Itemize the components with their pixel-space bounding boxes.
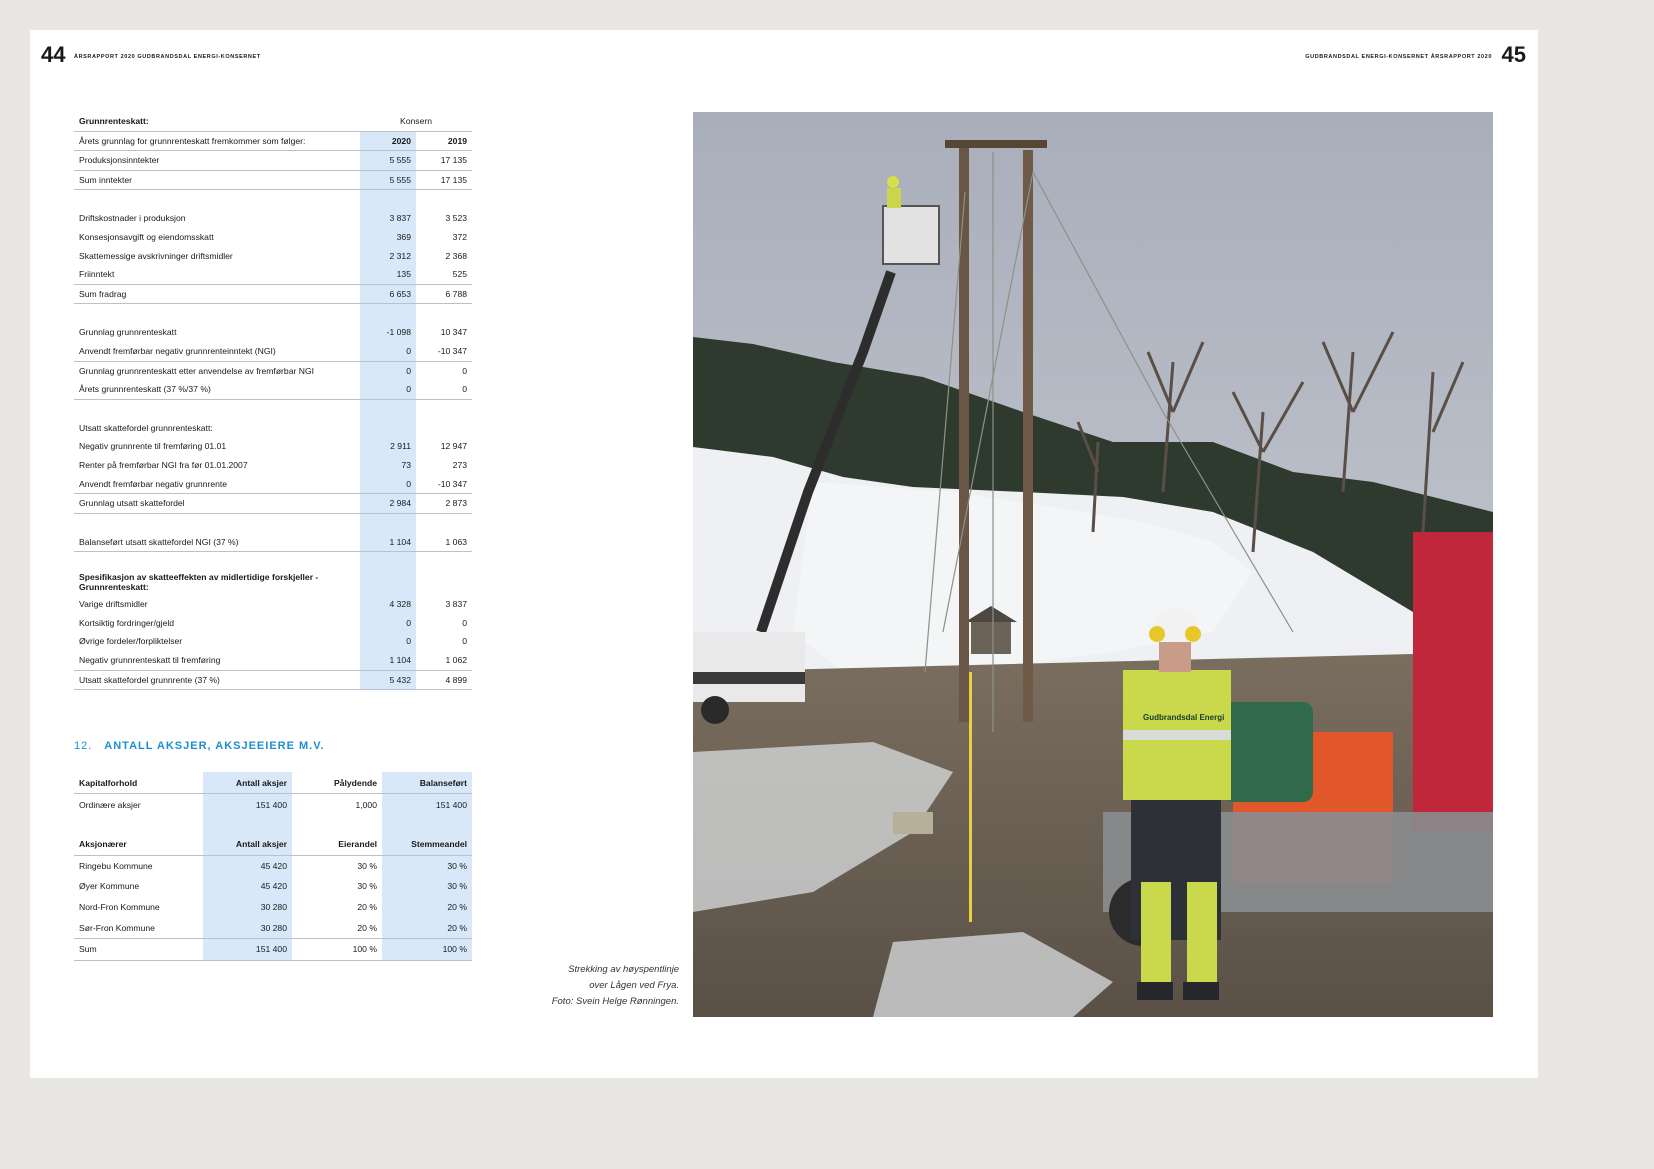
- table-cell: 20 %: [357, 902, 377, 913]
- section-title-text: ANTALL AKSJER, AKSJEEIERE M.V.: [104, 740, 325, 752]
- value-2020: [360, 552, 416, 596]
- value-2019: 2 368: [445, 250, 468, 261]
- truck-left: [693, 632, 805, 702]
- value-2020: 5 555: [360, 170, 416, 190]
- shareholders-table: [74, 834, 472, 961]
- value-2020: [360, 419, 416, 438]
- value-2020: 0: [360, 342, 416, 361]
- table-cell: 45 420: [203, 855, 292, 876]
- table-row: [74, 794, 472, 816]
- value-2020: -1 098: [360, 323, 416, 342]
- table-row: [74, 209, 472, 228]
- table-row: [74, 456, 472, 475]
- table-row: [74, 228, 472, 247]
- value-2020: 1 104: [360, 651, 416, 670]
- table-row: [74, 917, 472, 938]
- table-row: [74, 494, 472, 514]
- column-header: Balanseført: [382, 772, 472, 794]
- row-label: Sum inntekter: [74, 170, 360, 190]
- power-line-photo: [693, 112, 1493, 1017]
- caption-line: Foto: Svein Helge Rønningen.: [551, 996, 679, 1007]
- row-label: Spesifikasjon av skatteeffekten av midlertidige forskjeller - Grunnrenteskatt:: [74, 552, 360, 596]
- value-2020: 73: [360, 456, 416, 475]
- row-label: Anvendt fremførbar negativ grunnrente: [79, 478, 228, 489]
- value-2020: 0: [360, 380, 416, 399]
- table-cell: 151 400: [382, 794, 472, 816]
- value-2019: 17 135: [416, 170, 472, 190]
- table-row: [74, 552, 472, 596]
- value-2019: [416, 419, 472, 438]
- pole-right: [1023, 150, 1033, 722]
- row-label: Grunnlag grunnrenteskatt etter anvendelse av fremførbar NGI: [74, 361, 360, 380]
- table-header-row: [74, 772, 472, 794]
- section-number: 12.: [74, 740, 93, 752]
- table-row: [74, 897, 472, 918]
- row-label: Friinntekt: [79, 269, 115, 280]
- value-2019: 6 788: [416, 284, 472, 304]
- row-label: Sør-Fron Kommune: [79, 922, 155, 933]
- crossarm: [945, 140, 1047, 148]
- table-cell: 20 %: [382, 917, 472, 938]
- table-cell: 30 280: [203, 917, 292, 938]
- row-label: Skattemessige avskrivninger driftsmidler: [79, 250, 233, 261]
- column-header: Antall aksjer: [203, 772, 292, 794]
- column-header: Stemmeandel: [382, 834, 472, 855]
- table-row: [74, 247, 472, 266]
- table-cell: 1,000: [292, 794, 382, 816]
- row-label: Balanseført utsatt skattefordel NGI (37 %): [79, 536, 239, 547]
- row-label: Utsatt skattefordel grunnrenteskatt:: [79, 422, 213, 433]
- row-label: Negativ grunnrente til fremføring 01.01: [79, 441, 227, 452]
- row-label: Årets grunnrenteskatt (37 %/37 %): [79, 384, 211, 395]
- value-2019: -10 347: [437, 478, 468, 489]
- value-2020: 1 104: [360, 533, 416, 552]
- table-row: [74, 380, 472, 399]
- table-bottom-rule: [74, 690, 472, 691]
- table-cell: 30 280: [203, 897, 292, 918]
- value-2019: [416, 552, 472, 596]
- intro-label: Årets grunnlag for grunnrenteskatt fremkommer som følger:: [74, 131, 360, 151]
- row-label: Anvendt fremførbar negativ grunnrenteinntekt (NGI): [79, 345, 276, 356]
- table-cell: 30 %: [292, 855, 382, 876]
- row-label: Øyer Kommune: [79, 881, 140, 892]
- table-cell: 100 %: [382, 938, 472, 960]
- table-row: [74, 323, 472, 342]
- value-2019: 0: [416, 361, 472, 380]
- value-2020: 0: [360, 475, 416, 494]
- column-header: Kapitalforhold: [79, 777, 138, 788]
- table-cell: 30 %: [382, 876, 472, 897]
- table-row: [74, 614, 472, 633]
- spacer-row: [74, 399, 472, 419]
- value-2019: 273: [452, 459, 468, 470]
- row-label: Varige driftsmidler: [79, 599, 148, 610]
- table-cell: 45 420: [203, 876, 292, 897]
- column-header: Eierandel: [338, 839, 377, 850]
- table-row: [74, 151, 472, 171]
- value-2019: 3 837: [445, 599, 468, 610]
- row-label: Ordinære aksjer: [74, 794, 203, 816]
- row-label: Driftskostnader i produksjon: [79, 213, 186, 224]
- page-number-left: 44: [41, 42, 66, 67]
- row-label: Negativ grunnrenteskatt til fremføring: [79, 655, 221, 666]
- row-label: Ringebu Kommune: [74, 855, 203, 876]
- row-label: Utsatt skattefordel grunnrente (37 %): [74, 670, 360, 690]
- table-row: [74, 131, 472, 151]
- ground-rent-tax-table: [74, 112, 472, 690]
- row-label: Grunnlag utsatt skattefordel: [74, 494, 360, 514]
- section-heading: [74, 740, 325, 752]
- spacer-row: [74, 513, 472, 533]
- table-cell: 100 %: [292, 938, 382, 960]
- table-row: [74, 938, 472, 960]
- value-2019: -10 347: [437, 345, 468, 356]
- table-row: [74, 437, 472, 456]
- value-2019: 372: [452, 231, 468, 242]
- table-row: [74, 632, 472, 651]
- table-header-row: [74, 112, 472, 131]
- caption-line: Strekking av høyspentlinje: [568, 964, 679, 975]
- row-label: Øvrige fordeler/forpliktelser: [79, 636, 183, 647]
- table-cell: 151 400: [203, 938, 292, 960]
- value-2019: 2 873: [416, 494, 472, 514]
- table-row: [74, 876, 472, 897]
- table-cell: 30 %: [357, 881, 377, 892]
- value-2019: 17 135: [416, 151, 472, 171]
- value-2020: 2 312: [360, 247, 416, 266]
- yellow-rope: [969, 672, 972, 922]
- group-header: Konsern: [400, 116, 433, 126]
- value-2019: 10 347: [440, 327, 468, 338]
- value-2019: 0: [462, 636, 468, 647]
- spacer-row: [74, 304, 472, 324]
- value-2019: 3 523: [445, 213, 468, 224]
- value-2019: 1 063: [445, 536, 468, 547]
- value-2020: 3 837: [360, 209, 416, 228]
- value-2020: 6 653: [360, 284, 416, 304]
- table-row: [74, 361, 472, 380]
- value-2019: 525: [452, 269, 468, 280]
- table-header-row: [74, 834, 472, 855]
- value-2020: 2 984: [360, 494, 416, 514]
- hut: [971, 620, 1011, 654]
- running-header-right: GUDBRANDSDAL ENERGI-KONSERNET ÅRSRAPPORT 2020: [1305, 54, 1492, 60]
- column-header: Aksjonærer: [79, 839, 127, 850]
- caption-line: over Lågen ved Frya.: [589, 980, 679, 991]
- value-2020: 135: [360, 265, 416, 284]
- value-2020: 0: [360, 614, 416, 633]
- page-number-right: 45: [1501, 42, 1526, 67]
- value-2020: 5 555: [360, 151, 416, 171]
- value-2019: 0: [462, 617, 468, 628]
- value-2020: 2 911: [360, 437, 416, 456]
- row-label: Sum fradrag: [74, 284, 360, 304]
- year-2019-header: 2019: [416, 131, 472, 151]
- table-row: [74, 265, 472, 284]
- table-cell: 30 %: [382, 855, 472, 876]
- green-cable-drum: [1223, 702, 1313, 802]
- table-row: [74, 595, 472, 614]
- column-header: Pålydende: [334, 777, 377, 788]
- capital-table: [74, 772, 472, 836]
- bucket: [883, 206, 939, 264]
- table-row: [74, 170, 472, 190]
- value-2020: 5 432: [360, 670, 416, 690]
- ground-equipment: [893, 812, 933, 834]
- table-title: Grunnrenteskatt:: [79, 116, 149, 126]
- value-2020: 4 328: [360, 595, 416, 614]
- jacket-logo-text: Gudbrandsdal Energi: [1143, 713, 1225, 722]
- year-2020-header: 2020: [360, 131, 416, 151]
- spacer-row: [74, 815, 472, 836]
- table-row: [74, 533, 472, 552]
- table-bottom-rule: [74, 960, 472, 961]
- value-2019: 12 947: [440, 441, 468, 452]
- table-row: [74, 342, 472, 361]
- spacer-row: [74, 190, 472, 210]
- red-crane-truck: [1413, 532, 1493, 832]
- row-label: Produksjonsinntekter: [74, 151, 360, 171]
- row-label: Sum: [74, 938, 203, 960]
- table-cell: 151 400: [203, 794, 292, 816]
- table-row: [74, 651, 472, 670]
- pole-left: [959, 142, 969, 722]
- value-2019: 0: [462, 384, 468, 395]
- value-2019: 1 062: [445, 655, 468, 666]
- row-label: Nord-Fron Kommune: [79, 902, 160, 913]
- photo-caption: [520, 962, 679, 1010]
- value-2020: 0: [360, 361, 416, 380]
- value-2019: 4 899: [416, 670, 472, 690]
- column-header: Antall aksjer: [203, 834, 292, 855]
- running-header-left: ÅRSRAPPORT 2020 GUDBRANDSDAL ENERGI-KONSERNET: [74, 54, 261, 60]
- value-2020: 0: [360, 632, 416, 651]
- row-label: Grunnlag grunnrenteskatt: [79, 327, 177, 338]
- row-label: Kortsiktig fordringer/gjeld: [79, 617, 175, 628]
- table-cell: 20 %: [382, 897, 472, 918]
- table-row: [74, 284, 472, 304]
- table-row: [74, 475, 472, 494]
- table-cell: 20 %: [357, 922, 377, 933]
- table-row: [74, 855, 472, 876]
- row-label: Renter på fremførbar NGI fra før 01.01.2007: [79, 459, 248, 470]
- worker-on-bucket: [887, 176, 899, 188]
- table-row: [74, 419, 472, 438]
- value-2020: 369: [360, 228, 416, 247]
- table-row: [74, 670, 472, 690]
- row-label: Konsesjonsavgift og eiendomsskatt: [79, 231, 214, 242]
